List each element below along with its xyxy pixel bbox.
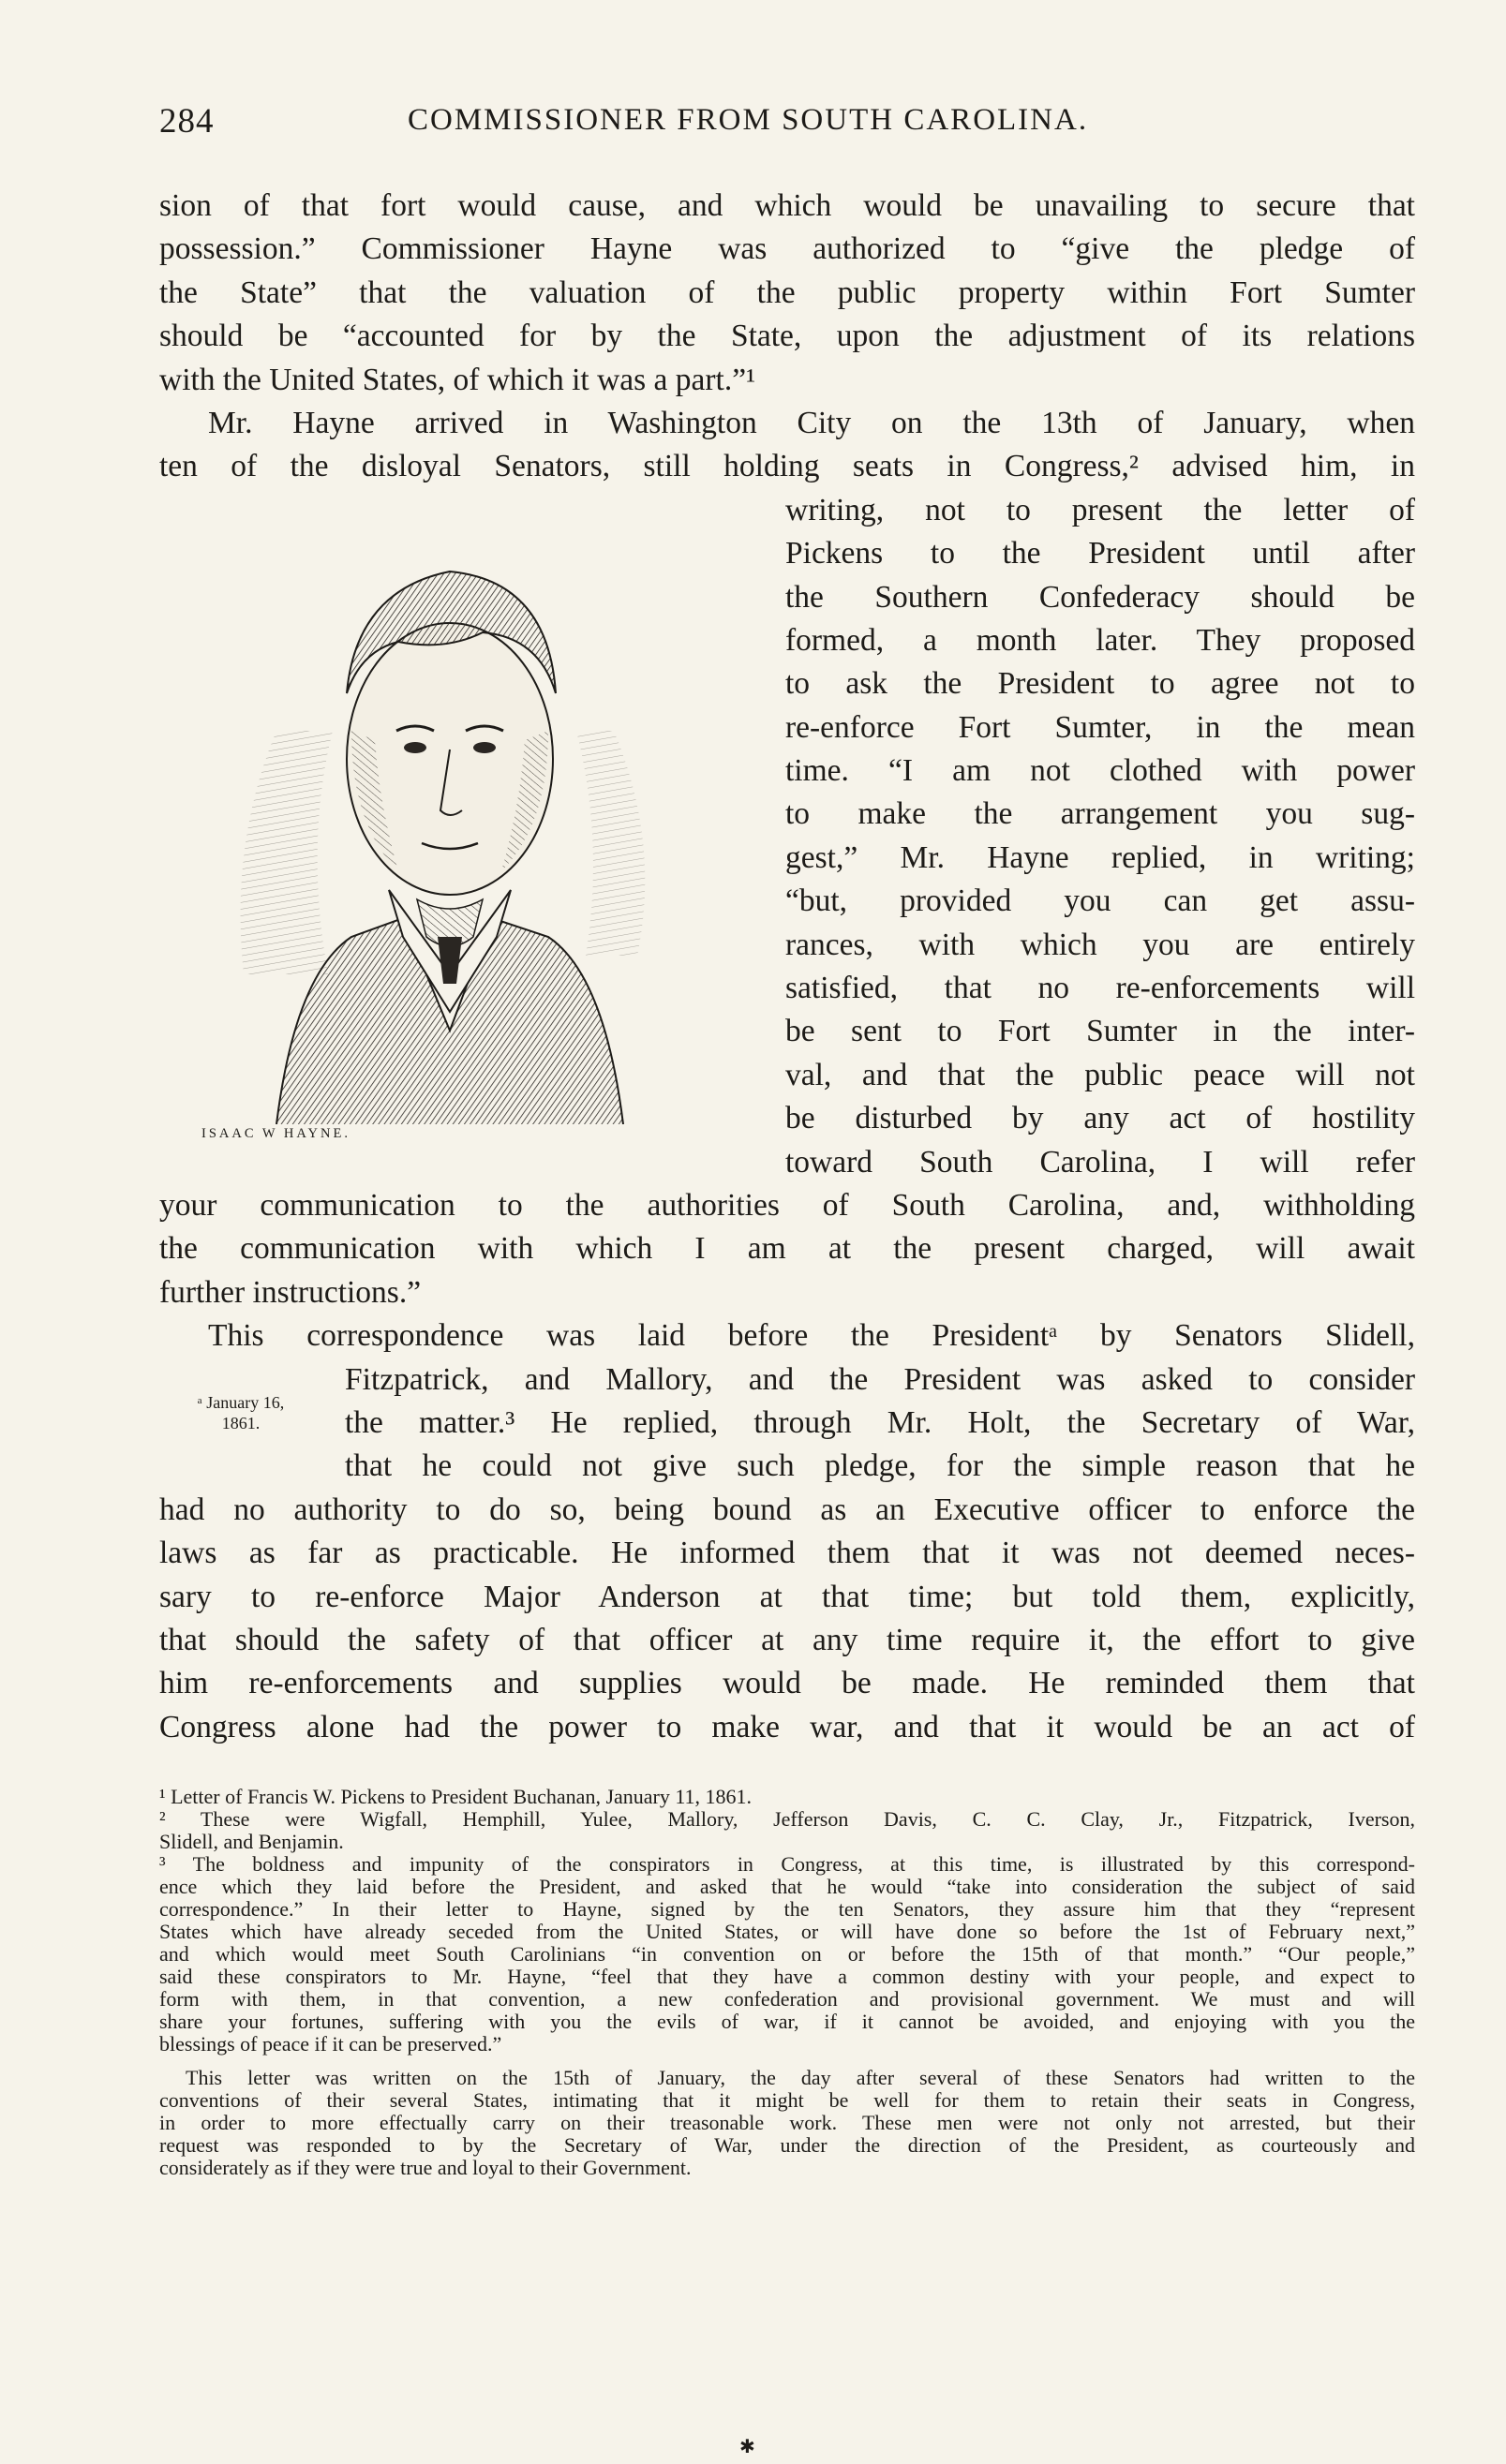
body-line: that he could not give such pledge, for the simple reason that he	[345, 1448, 1415, 1484]
footnote-line: in order to more effectually carry on their treasonable work. These men were not only not arrested, but their	[159, 2111, 1415, 2134]
body-line: gest,” Mr. Hayne replied, in writing;	[785, 839, 1415, 875]
portrait-caption: ISAAC W HAYNE.	[201, 1126, 350, 1141]
footnote-2	[159, 1808, 1415, 1853]
body-line: ten of the disloyal Senators, still holding seats in Congress,² advised him, in	[159, 449, 1415, 484]
body-line: your communication to the authorities of South Carolina, and, withholding	[159, 1187, 1415, 1223]
footnote-line: blessings of peace if it can be preserved.”	[159, 2032, 502, 2056]
body-line: toward South Carolina, I will refer	[785, 1144, 1415, 1180]
marginal-date-note	[171, 1392, 311, 1433]
body-line: the communication with which I am at the present charged, will await	[159, 1231, 1415, 1267]
footnote-line: and which would meet South Carolinians “in convention on or before the 15th of that month.” “Our people,”	[159, 1942, 1415, 1966]
body-line: Fitzpatrick, and Mallory, and the President was asked to consider	[345, 1361, 1415, 1397]
body-line: satisfied, that no re-enforcements will	[785, 971, 1415, 1006]
body-line: be sent to Fort Sumter in the inter-	[785, 1014, 1415, 1049]
footnote-3	[159, 1853, 1415, 2056]
body-line: him re-enforcements and supplies would be made. He reminded them that	[159, 1666, 1415, 1701]
footnote-line: ¹ Letter of Francis W. Pickens to President Buchanan, January 11, 1861.	[159, 1785, 753, 1808]
footnote-line: ² These were Wigfall, Hemphill, Yulee, Mallory, Jefferson Davis, C. C. Clay, Jr., Fitzpatrick, Iverson,	[159, 1807, 1415, 1831]
body-line: possession.” Commissioner Hayne was authorized to “give the pledge of	[159, 231, 1415, 267]
footnote-line: request was responded to by the Secretary of War, under the direction of the President, as courteously and	[159, 2133, 1415, 2157]
body-line: the matter.³ He replied, through Mr. Holt, the Secretary of War,	[345, 1404, 1415, 1440]
body-line: the State” that the valuation of the public property within Fort Sumter	[159, 275, 1415, 310]
footnote-line: considerately as if they were true and loyal to their Government.	[159, 2156, 692, 2179]
footnotes	[159, 1786, 1415, 2179]
footnote-1	[159, 1786, 1415, 1808]
footnote-line: conventions of their several States, intimating that it might be well for them to retain their seats in Congress,	[159, 2088, 1415, 2112]
footnote-line: said these conspirators to Mr. Hayne, “feel that they have a common destiny with your people, and expect to	[159, 1965, 1415, 1988]
body-line: to make the arrangement you sug-	[785, 796, 1415, 832]
text-beside-side-note	[345, 1358, 1415, 1489]
running-title: COMMISSIONER FROM SOUTH CAROLINA.	[408, 103, 1089, 137]
body-line: This correspondence was laid before the Presidentᵃ by Senators Slidell,	[208, 1318, 1415, 1354]
footnote-line: correspondence.” In their letter to Hayne, signed by the ten Senators, they assure him that they “represent	[159, 1897, 1415, 1921]
body-line: Pickens to the President until after	[785, 536, 1415, 571]
printer-mark: ✱	[739, 2437, 755, 2457]
body-line: “but, provided you can get assu-	[785, 883, 1415, 919]
body-line: Congress alone had the power to make war, and that it would be an act of	[159, 1709, 1415, 1744]
body-line: had no authority to do so, being bound as an Executive officer to enforce the	[159, 1492, 1415, 1527]
body-line: the Southern Confederacy should be	[785, 579, 1415, 615]
body-line: Mr. Hayne arrived in Washington City on the 13th of January, when	[208, 405, 1415, 440]
footnote-line: ³ The boldness and impunity of the conspirators in Congress, at this time, is illustrated by this correspond-	[159, 1852, 1415, 1876]
body-line: laws as far as practicable. He informed them that it was not deemed neces-	[159, 1536, 1415, 1571]
footnote-3-continued	[159, 2067, 1415, 2179]
body-line: further instructions.”	[159, 1274, 422, 1310]
page-number: 284	[159, 102, 215, 141]
body-line: time. “I am not clothed with power	[785, 753, 1415, 789]
body-line: should be “accounted for by the State, upon the adjustment of its relations	[159, 319, 1415, 354]
body-line: sary to re-enforce Major Anderson at that time; but told them, explicitly,	[159, 1579, 1415, 1614]
body-line: re-enforce Fort Sumter, in the mean	[785, 709, 1415, 745]
body-line: that should the safety of that officer at any time require it, the effort to give	[159, 1622, 1415, 1657]
body-line: formed, a month later. They proposed	[785, 622, 1415, 658]
footnote-line: This letter was written on the 15th of January, the day after several of these Senators had written to the	[186, 2066, 1415, 2089]
footnote-line: ence which they laid before the President, and asked that he would “take into consideration the subject of said	[159, 1875, 1415, 1898]
marginal-year-line: 1861.	[221, 1414, 261, 1432]
text-beside-portrait	[785, 489, 1415, 1184]
footnote-line: Slidell, and Benjamin.	[159, 1830, 344, 1853]
portrait-head	[347, 571, 556, 895]
page-header	[159, 101, 1415, 154]
body-line: val, and that the public peace will not	[785, 1057, 1415, 1092]
body-line: to ask the President to agree not to	[785, 666, 1415, 702]
body-line: be disturbed by any act of hostility	[785, 1101, 1415, 1136]
footnote-line: share your fortunes, suffering with you the evils of war, if it cannot be avoided, and enjoying with you the	[159, 2010, 1415, 2033]
footnote-line: States which have already seceded from the United States, or will have done so before the 1st of February next,”	[159, 1920, 1415, 1943]
body-line: rances, with which you are entirely	[785, 927, 1415, 962]
marginal-date-line: ᵃ January 16,	[197, 1393, 285, 1412]
body-line: sion of that fort would cause, and which would be unavailing to secure that	[159, 188, 1415, 223]
footnote-line: form with them, in that convention, a new confederation and provisional government. We must and will	[159, 1987, 1415, 2011]
body-line: with the United States, of which it was a part.”¹	[159, 362, 756, 397]
body-line: writing, not to present the letter of	[785, 492, 1415, 527]
portrait-engraving	[164, 450, 736, 1124]
